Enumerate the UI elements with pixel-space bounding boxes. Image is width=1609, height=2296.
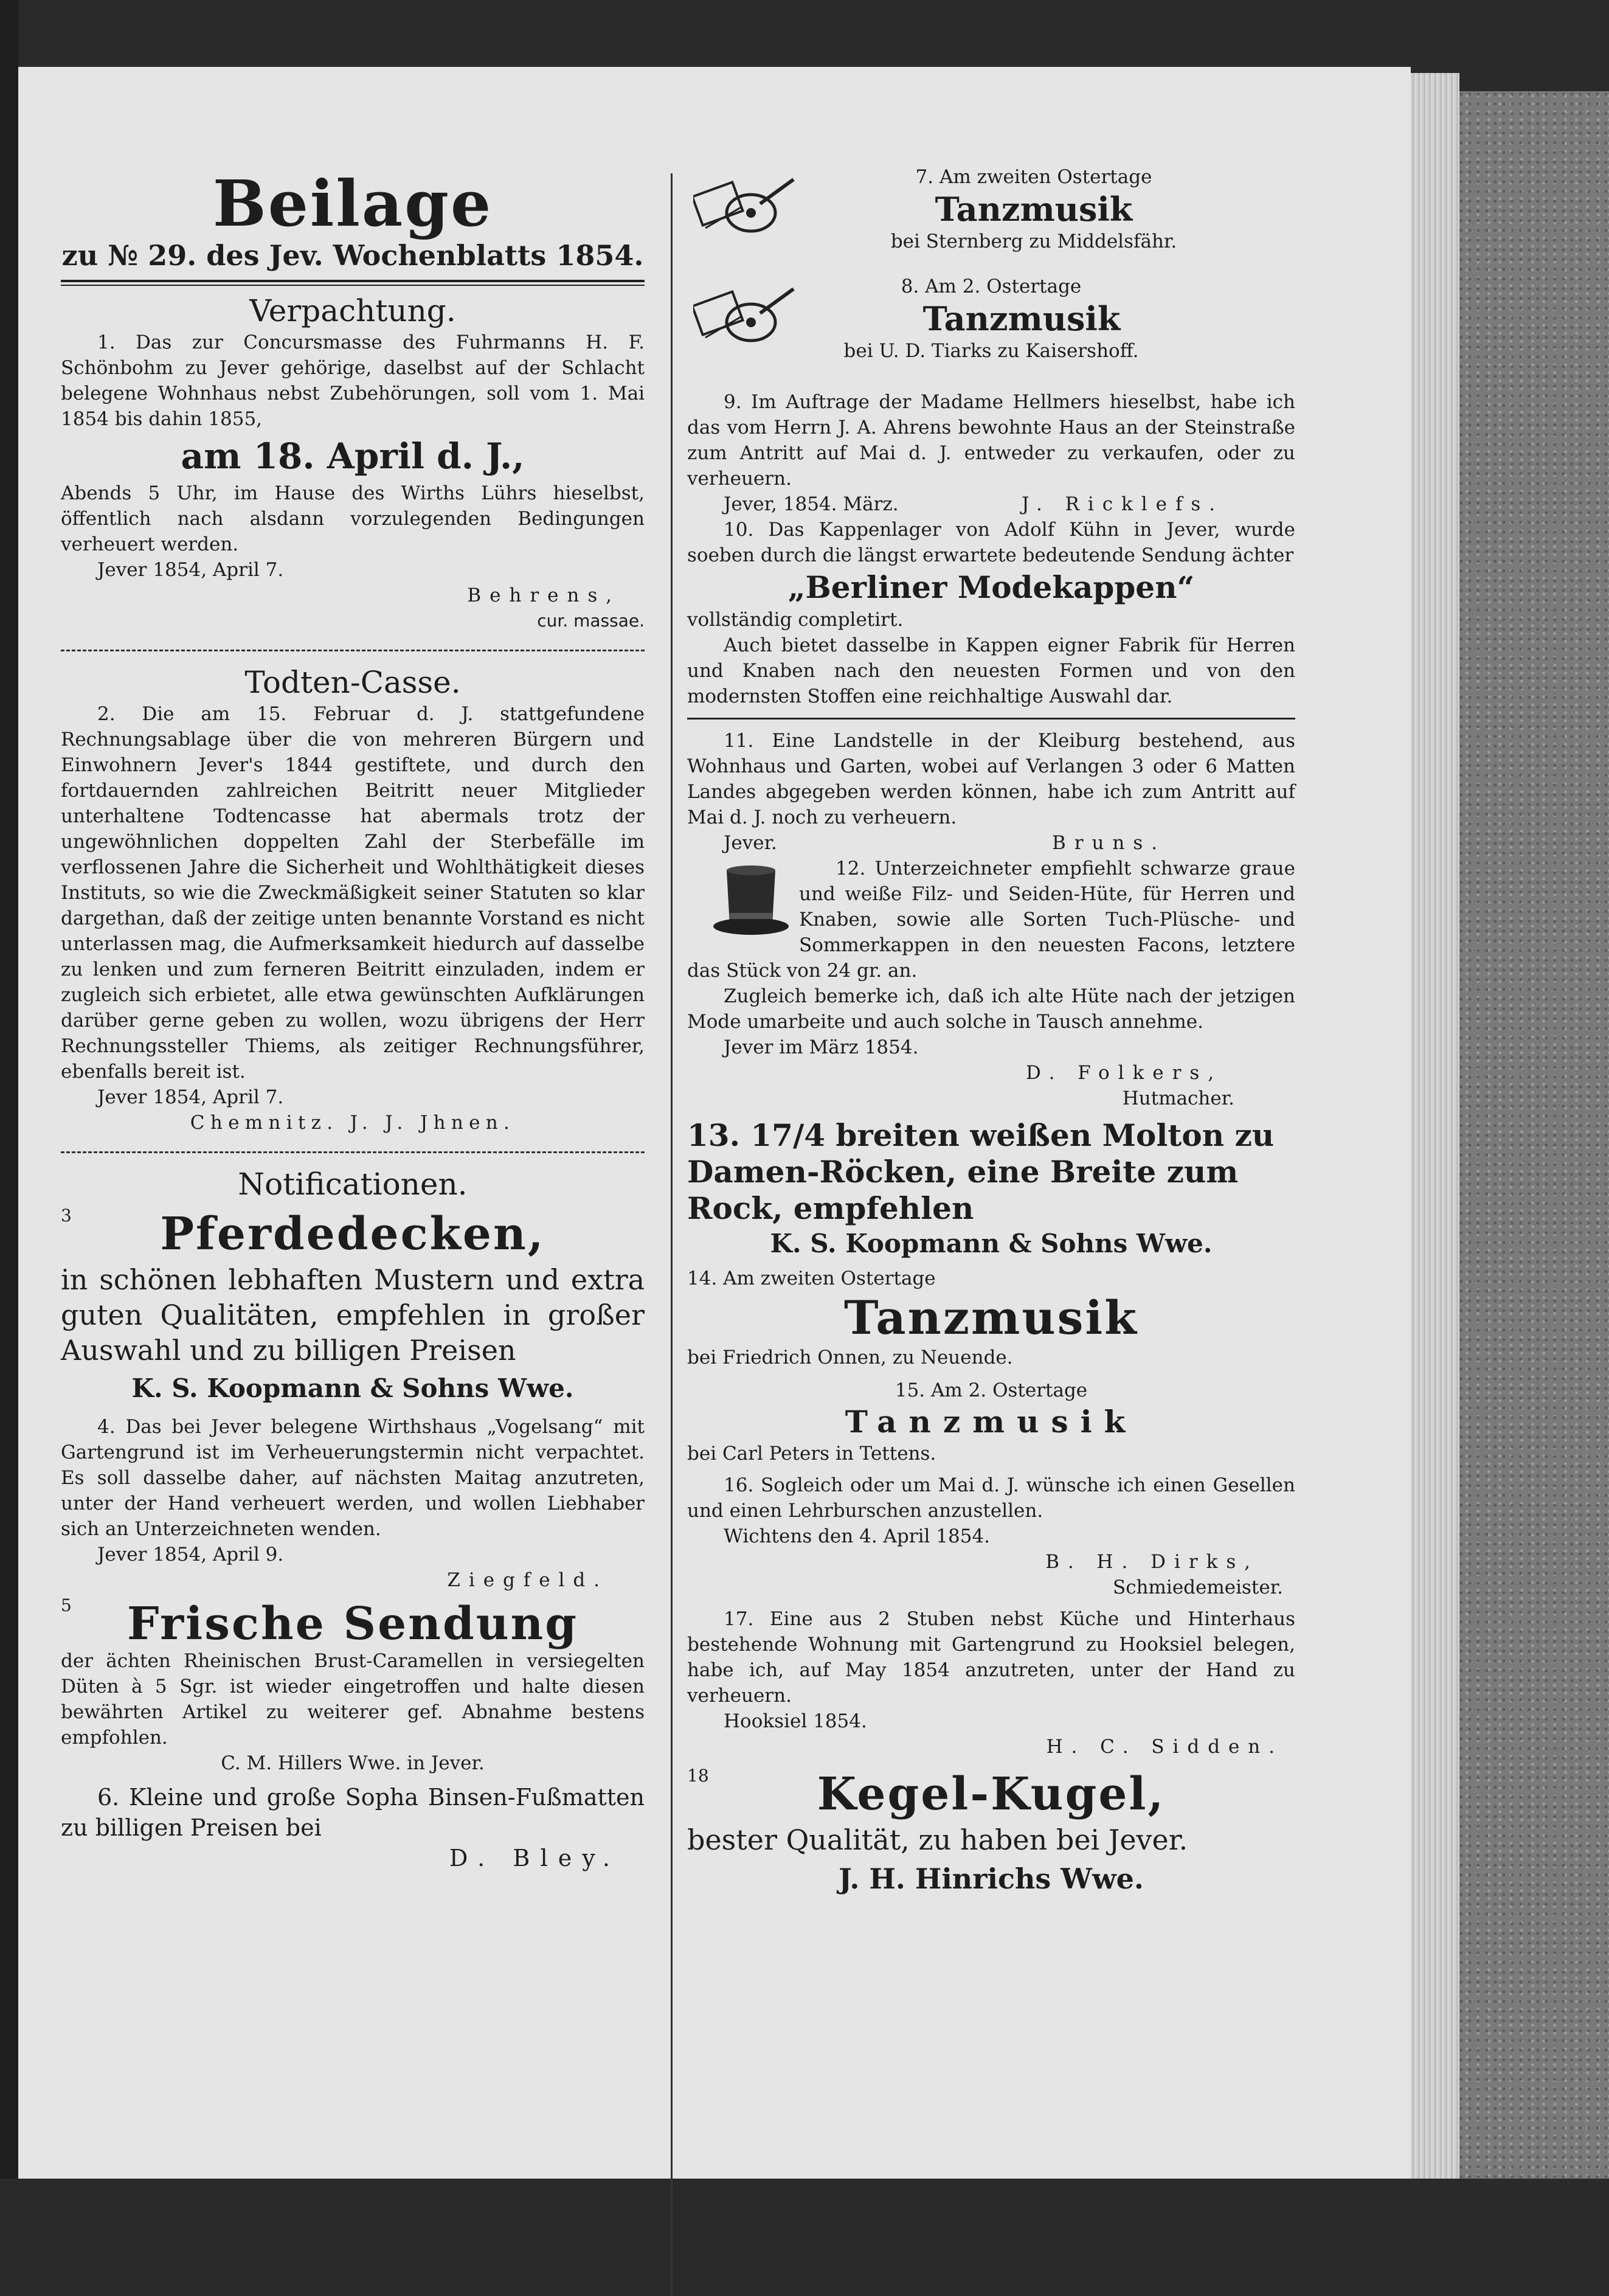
ad14-line1: 14. Am zweiten Ostertage — [687, 1268, 936, 1289]
section-rule — [687, 718, 1295, 720]
ad17-place-date: Hooksiel 1854. — [724, 1710, 867, 1732]
ad8-headline: Tanzmusik — [922, 299, 1121, 338]
ad8-line2: bei U. D. Tiarks zu Kaisershoff. — [843, 340, 1139, 362]
music-instruments-icon — [693, 280, 797, 353]
ad16-place-date: Wichtens den 4. April 1854. — [724, 1525, 991, 1547]
ad14-headline: Tanzmusik — [844, 1291, 1138, 1345]
ad3-headline: Pferdedecken, — [160, 1208, 545, 1260]
ad15-line1: 15. Am 2. Ostertage — [894, 1379, 1088, 1401]
ad5-signer: C. M. Hillers Wwe. in Jever. — [221, 1752, 485, 1774]
ad2-place-date: Jever 1854, April 7. — [97, 1086, 284, 1108]
ad5-headline: Frische Sendung — [126, 1598, 579, 1650]
ad10-text: 10. Das Kappenlager von Adolf Kühn in Jever, wurde soeben durch die längst erwartete bedeutende Sendung ächter — [687, 519, 1295, 566]
scan-left-edge — [0, 0, 18, 2179]
ad3-text: in schönen lebhaften Mustern und extra guten Qualitäten, empfehlen in großer Auswahl und zu billigen Preisen — [61, 1263, 645, 1367]
ad5-number: 5 — [61, 1595, 72, 1615]
ad9-signer: J. Ricklefs. — [1022, 493, 1224, 515]
section-rule — [61, 1151, 645, 1153]
ad12-text: 12. Unterzeichneter empfiehlt schwarze graue und weiße Filz- und Seiden-Hüte, für Herren und Knaben, sowie alle Sorten Tuch-Plüsche- und Sommerkappen in den neuesten Facons, letztere das Stück von 24 gr. an. — [687, 858, 1295, 982]
section-rule — [61, 650, 645, 651]
ad2-heading: Todten-Casse. — [244, 665, 461, 700]
music-instruments-icon — [693, 170, 797, 243]
ad4-place-date: Jever 1854, April 9. — [97, 1544, 284, 1566]
ad7-line1: 7. Am zweiten Ostertage — [915, 166, 1152, 188]
ad9-place-date: Jever, 1854. März. — [724, 493, 899, 515]
column-divider — [671, 173, 673, 2296]
ad1-signer: Behrens, — [467, 584, 620, 606]
page-edges — [1411, 73, 1459, 2179]
ad7 — [687, 164, 1295, 274]
ad3-number: 3 — [61, 1205, 72, 1226]
ad13-firm: K. S. Koopmann & Sohns Wwe. — [770, 1229, 1213, 1258]
ad11-signer: Bruns. — [1052, 832, 1166, 854]
ad18-number: 18 — [687, 1766, 709, 1786]
ad13-text: 13. 17/4 breiten weißen Molton zu Damen-Röcken, eine Breite zum Rock, empfehlen — [687, 1117, 1275, 1226]
ad16-text: 16. Sogleich oder um Mai d. J. wünsche ich einen Gesellen und einen Lehrburschen anzustellen. — [687, 1474, 1295, 1522]
supplement-subtitle: zu № 29. des Jev. Wochenblatts 1854. — [61, 239, 644, 272]
ad17-signer: H. C. Sidden. — [1046, 1736, 1283, 1758]
title-rule — [61, 280, 645, 286]
ad4-signer: Ziegfeld. — [447, 1569, 608, 1591]
ad2-signers: Chemnitz. J. J. Jhnen. — [190, 1112, 516, 1134]
ad16-signer: B. H. Dirks, — [1045, 1551, 1259, 1573]
ad12-signer-title: Hutmacher. — [1122, 1087, 1234, 1109]
ad12 — [687, 856, 1295, 1111]
ad17-text: 17. Eine aus 2 Stuben nebst Küche und Hinterhaus bestehende Wohnung mit Gartengrund zu Hooksiel belegen, habe ich, auf May 1854 anzutreten, unter der Hand zu verheuern. — [687, 1608, 1295, 1707]
ad12-place-date: Jever im März 1854. — [724, 1036, 919, 1058]
ad8-line1: 8. Am 2. Ostertage — [901, 276, 1082, 297]
ad18-firm: J. H. Hinrichs Wwe. — [839, 1862, 1144, 1895]
ad5-text: der ächten Rheinischen Brust-Caramellen in versiegelten Düten à 5 Sgr. ist wieder eingetroffen und halte diesen bewährten Artikel zu weiterer gef. Abnahme bestens empfohlen. — [61, 1650, 645, 1749]
ad15-line2: bei Carl Peters in Tettens. — [687, 1443, 936, 1465]
notifications-heading: Notificationen. — [238, 1167, 468, 1202]
ad12-signer: D. Folkers, — [1025, 1062, 1222, 1084]
ad10-text2: vollständig completirt. — [687, 609, 904, 631]
left-column — [61, 146, 645, 1873]
ad1-text2: Abends 5 Uhr, im Hause des Wirths Lührs hieselbst, öffentlich nach alsdann vorzulegenden Bedingungen verheuert werden. — [61, 482, 645, 555]
ad7-headline: Tanzmusik — [935, 190, 1133, 229]
right-column — [687, 164, 1295, 1896]
ad10-text3: Auch bietet dasselbe in Kappen eigner Fabrik für Herren und Knaben nach den neuesten Formen und von den modernsten Stoffen eine reichhaltige Auswahl dar. — [687, 634, 1295, 707]
ad14-line2: bei Friedrich Onnen, zu Neuende. — [687, 1347, 1013, 1368]
ad18-text: bester Qualität, zu haben bei Jever. — [687, 1823, 1188, 1856]
book-cover — [1459, 91, 1609, 2179]
ad18-headline: Kegel-Kugel, — [817, 1768, 1166, 1820]
ad1-place-date: Jever 1854, April 7. — [97, 559, 284, 581]
ad7-line2: bei Sternberg zu Middelsfähr. — [890, 231, 1177, 252]
ad11-place: Jever. — [724, 832, 777, 854]
ad1-signer-title: cur. massae. — [537, 611, 645, 631]
ad10-headline: „Berliner Modekappen“ — [787, 569, 1195, 605]
ad11-text: 11. Eine Landstelle in der Kleiburg bestehend, aus Wohnhaus und Garten, wobei auf Verlangen 3 oder 6 Matten Landes abgegeben werden können, habe ich zum Antritt auf Mai d. J. noch zu verheuern. — [687, 730, 1295, 828]
ad12-text2: Zugleich bemerke ich, daß ich alte Hüte nach der jetzigen Mode umarbeite und auch solche in Tausch annehme. — [687, 985, 1295, 1033]
ad8 — [687, 274, 1295, 389]
ad2-text: 2. Die am 15. Februar d. J. stattgefundene Rechnungsablage über die von mehreren Bürgern und Einwohnern Jever's 1844 gestiftete, und durch den fortdauernden zahlreichen Beitritt neuer Mitglieder unterhaltene Todtencasse hat abermals trotz der ungewöhnlichen doppelten Zahl der Sterbefälle im verflossenen Jahre die Sicherheit und Wohlthätigkeit dieses Instituts, so wie die Zweckmäßigkeit seiner Statuten so klar dargethan, daß der zeitige unten benannte Vorstand es nicht unterlassen mag, die Aufmerksamkeit hiedurch auf dasselbe zu lenken und zum ferneren Beitritt einzuladen, indem er zugleich sich erbietet, alle etwa gewünschten Aufklärungen darüber gerne geben zu wollen, wozu übrigens der Herr Rechnungssteller Thiems, als zeitiger Rechnungsführer, ebenfalls bereit ist. — [61, 703, 645, 1083]
top-hat-icon — [711, 858, 791, 943]
ad9-text: 9. Im Auftrage der Madame Hellmers hieselbst, habe ich das vom Herrn J. A. Ahrens bewohnte Haus an der Steinstraße zum Antritt auf Mai d. J. entweder zu verkaufen, oder zu verheuern. — [687, 391, 1295, 490]
ad16-signer-title: Schmiedemeister. — [1112, 1576, 1283, 1598]
ad6-signer: D. Bley. — [449, 1845, 620, 1871]
supplement-title: Beilage — [212, 166, 493, 241]
ad15-headline: Tanzmusik — [845, 1404, 1138, 1440]
ad1-date: am 18. April d. J., — [181, 435, 525, 477]
ad6-text: 6. Kleine und große Sopha Binsen-Fußmatten zu billigen Preisen bei — [61, 1784, 645, 1841]
ad3-firm: K. S. Koopmann & Sohns Wwe. — [131, 1373, 574, 1403]
ad1-heading: Verpachtung. — [249, 293, 456, 328]
ad4-text: 4. Das bei Jever belegene Wirthshaus „Vogelsang“ mit Gartengrund ist im Verheuerungstermin nicht verpachtet. Es soll dasselbe daher, auf nächsten Maitag anzutreten, unter der Hand verheuert werden, und wollen Liebhaber sich an Unterzeichneten wenden. — [61, 1416, 645, 1540]
ad1-text: 1. Das zur Concursmasse des Fuhrmanns H. F. Schönbohm zu Jever gehörige, daselbst auf der Schlacht belegene Wohnhaus nebst Zubehörungen, soll vom 1. Mai 1854 bis dahin 1855, — [61, 331, 645, 430]
